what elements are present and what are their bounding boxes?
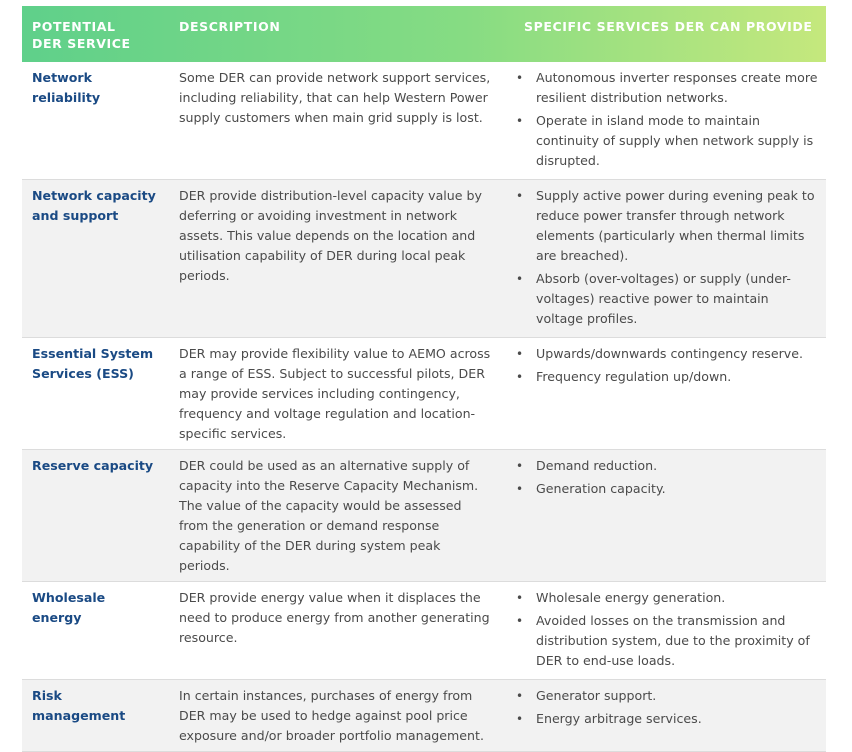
- service-name: Reserve capacity: [22, 450, 169, 582]
- der-services-table-container: [22, 6, 826, 752]
- specific-services: [504, 180, 826, 338]
- header-description: DESCRIPTION: [179, 19, 281, 34]
- specific-services-list: [514, 344, 818, 387]
- service-name: Risk management: [22, 680, 169, 752]
- table-row: [22, 582, 826, 680]
- table-row: [22, 338, 826, 450]
- specific-services: [504, 338, 826, 450]
- service-description: DER may provide flexibility value to AEMO across a range of ESS. Subject to successful pilots, DER may provide services including contingency, frequency and voltage regulation and location-specific services.: [169, 338, 504, 450]
- list-item: • Generation capacity.: [514, 479, 818, 499]
- specific-services: [504, 62, 826, 180]
- list-item: • Generator support.: [514, 686, 818, 706]
- list-item: • Upwards/downwards contingency reserve.: [514, 344, 818, 364]
- header-row: [22, 6, 826, 62]
- specific-services: [504, 582, 826, 680]
- specific-services-list: [514, 186, 818, 329]
- table-row: [22, 680, 826, 752]
- table-row: [22, 180, 826, 338]
- list-item: • Frequency regulation up/down.: [514, 367, 818, 387]
- specific-services: [504, 450, 826, 582]
- table-row: [22, 62, 826, 180]
- header-potential-der-service: [22, 6, 169, 62]
- table-body: [22, 62, 826, 752]
- list-item: • Wholesale energy generation.: [514, 588, 818, 608]
- list-item: • Autonomous inverter responses create more resilient distribution networks.: [514, 68, 818, 108]
- specific-services-list: [514, 686, 818, 729]
- der-services-table: [22, 6, 826, 752]
- specific-services-list: [514, 456, 818, 499]
- service-name: Essential System Services (ESS): [22, 338, 169, 450]
- service-name: Network reliability: [22, 62, 169, 180]
- list-item: • Absorb (over-voltages) or supply (under-voltages) reactive power to maintain voltage profiles.: [514, 269, 818, 329]
- list-item: • Operate in island mode to maintain continuity of supply when network supply is disrupted.: [514, 111, 818, 171]
- specific-services-list: [514, 588, 818, 671]
- list-item: • Demand reduction.: [514, 456, 818, 476]
- service-description: In certain instances, purchases of energy from DER may be used to hedge against pool price exposure and/or broader portfolio management.: [169, 680, 504, 752]
- service-description: DER could be used as an alternative supply of capacity into the Reserve Capacity Mechanism. The value of the capacity would be assessed from the generation or demand response capability of the DER during system peak periods.: [169, 450, 504, 582]
- service-description: Some DER can provide network support services, including reliability, that can help Western Power supply customers when main grid supply is lost.: [169, 62, 504, 180]
- list-item: • Supply active power during evening peak to reduce power transfer through network elements (particularly when thermal limits are breached).: [514, 186, 818, 266]
- specific-services-list: [514, 68, 818, 171]
- service-name: Wholesale energy: [22, 582, 169, 680]
- table-header: [22, 6, 826, 62]
- header-col1-line1: POTENTIAL: [32, 19, 116, 34]
- header-specific-services: SPECIFIC SERVICES DER CAN PROVIDE: [524, 19, 813, 34]
- list-item: • Avoided losses on the transmission and distribution system, due to the proximity of DER to end-use loads.: [514, 611, 818, 671]
- specific-services: [504, 680, 826, 752]
- list-item: • Energy arbitrage services.: [514, 709, 818, 729]
- table-row: [22, 450, 826, 582]
- service-description: DER provide distribution-level capacity value by deferring or avoiding investment in network assets. This value depends on the location and utilisation capability of DER during local peak periods.: [169, 180, 504, 338]
- service-name: Network capacity and support: [22, 180, 169, 338]
- service-description: DER provide energy value when it displaces the need to produce energy from another generating resource.: [169, 582, 504, 680]
- header-col1-line2: DER SERVICE: [32, 36, 131, 51]
